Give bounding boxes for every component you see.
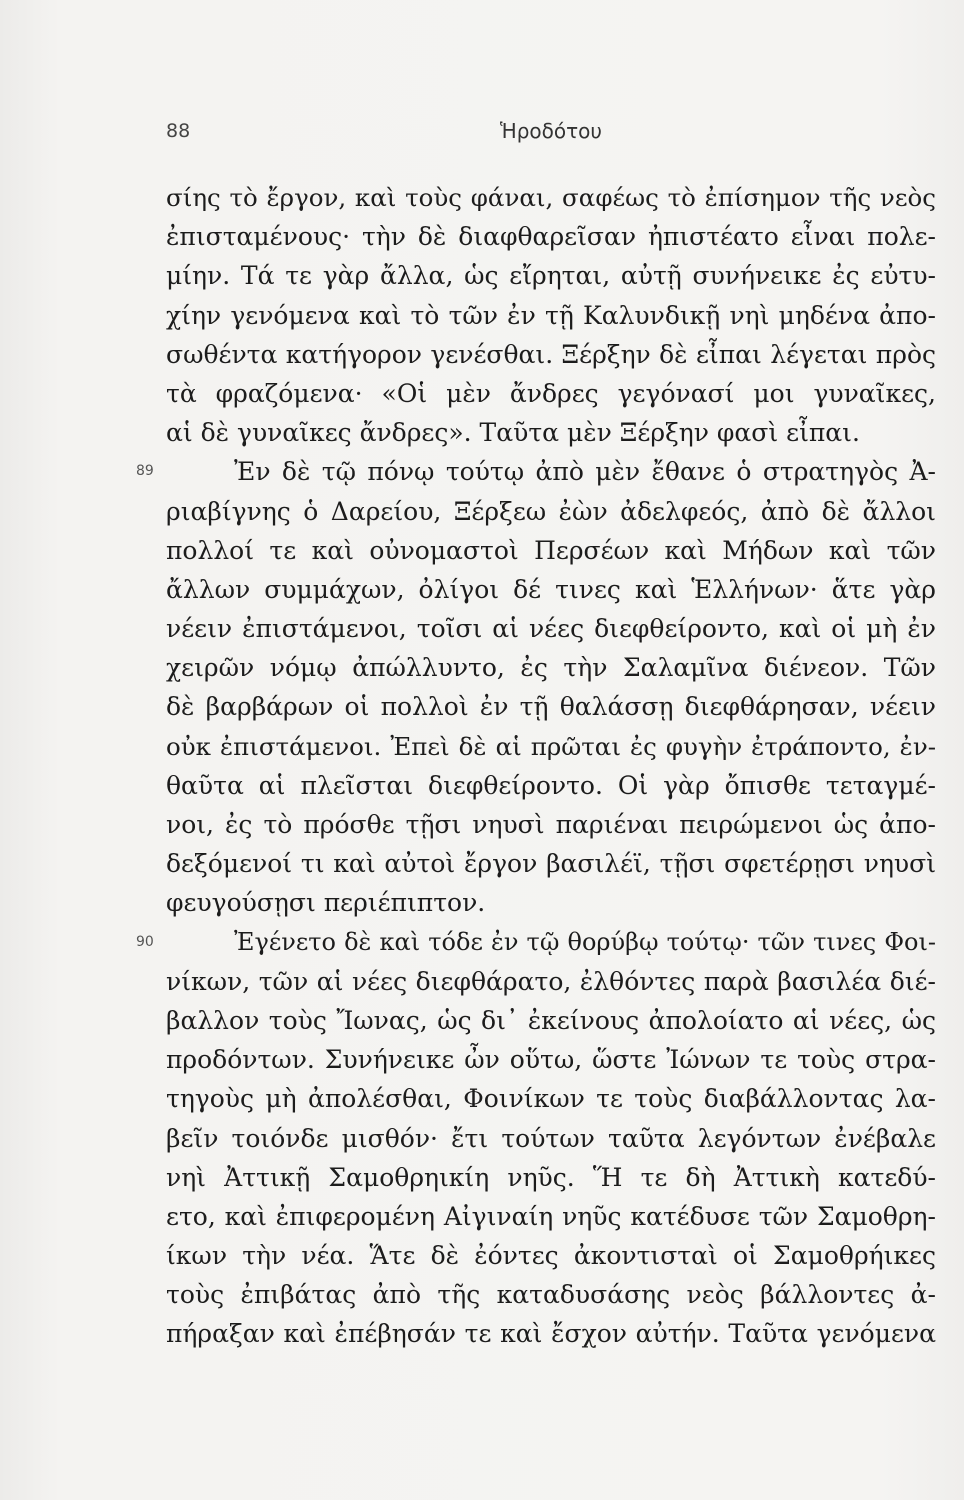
- text-line: [166, 1275, 936, 1314]
- text-line: [166, 1314, 936, 1353]
- text-line: [166, 727, 936, 766]
- line-text: αἱ δὲ γυναῖκες ἄνδρες». Ταῦτα μὲν Ξέρξην φασὶ εἶπαι.: [166, 418, 860, 448]
- text-line: [166, 883, 936, 922]
- line-text: πολλοί τε καὶ οὐνομαστοὶ Περσέων καὶ Μήδων καὶ τῶν: [166, 535, 936, 565]
- line-text: δὲ βαρβάρων οἱ πολλοὶ ἐν τῇ θαλάσσῃ διεφθάρησαν, νέειν: [166, 692, 936, 722]
- line-text: ἄλλων συμμάχων, ὀλίγοι δέ τινες καὶ Ἑλλήνων· ἅτε γὰρ: [166, 574, 936, 604]
- text-line: [166, 217, 936, 256]
- line-text: βαλλον τοὺς Ἴωνας, ὡς δι᾽ ἐκείνους ἀπολοίατο αἱ νέες, ὡς: [166, 1005, 936, 1035]
- line-text: Ἐγένετο δὲ καὶ τόδε ἐν τῷ θορύβῳ τούτῳ· τῶν τινες Φοι-: [234, 927, 936, 956]
- line-text: χειρῶν νόμῳ ἀπώλλυντο, ἐς τὴν Σαλαμῖνα διένεον. Τῶν: [166, 653, 936, 683]
- text-line: [166, 844, 936, 883]
- text-line: [166, 648, 936, 687]
- running-title: Ἡροδότου: [500, 119, 602, 143]
- line-text: χίην γενόμενα καὶ τὸ τῶν ἐν τῇ Καλυνδικῇ νηὶ μηδένα ἀπο-: [166, 300, 936, 330]
- text-line: [166, 687, 936, 726]
- line-text: τὰ φραζόμενα· «Οἱ μὲν ἄνδρες γεγόνασί μοι γυναῖκες,: [166, 378, 936, 408]
- text-line: [166, 531, 936, 570]
- line-text: βεῖν τοιόνδε μισθόν· ἔτι τούτων ταῦτα λεγόντων ἐνέβαλε: [166, 1123, 936, 1153]
- text-line: [136, 452, 936, 491]
- line-text: τηγοὺς μὴ ἀπολέσθαι, Φοινίκων τε τοὺς διαβάλλοντας λα-: [166, 1084, 936, 1114]
- text-line: [166, 178, 936, 217]
- line-text: τοὺς ἐπιβάτας ἀπὸ τῆς καταδυσάσης νεὸς βάλλοντες ἀ-: [166, 1280, 936, 1310]
- line-text: νέειν ἐπιστάμενοι, τοῖσι αἱ νέες διεφθείροντο, καὶ οἱ μὴ ἐν: [166, 614, 936, 644]
- text-line: [166, 374, 936, 413]
- text-line: [166, 1040, 936, 1079]
- text-line: [166, 766, 936, 805]
- text-line: [166, 413, 936, 452]
- line-text: μίην. Τά τε γὰρ ἄλλα, ὡς εἴρηται, αὐτῇ συνήνεικε ἐς εὐτυ-: [166, 261, 936, 291]
- line-text: φευγούσῃσι περιέπιπτον.: [166, 888, 486, 918]
- text-line: [166, 1197, 936, 1236]
- text-line: [166, 805, 936, 844]
- line-text: ετο, καὶ ἐπιφερομένη Αἰγιναίη νηῦς κατέδυσε τῶν Σαμοθρη-: [166, 1201, 936, 1231]
- text-line: [166, 335, 936, 374]
- text-line: [136, 923, 936, 962]
- line-text: προδόντων. Συνήνεικε ὦν οὕτω, ὥστε Ἰώνων τε τοὺς στρα-: [166, 1045, 936, 1075]
- page-number: 88: [166, 120, 191, 142]
- line-text: οὐκ ἐπιστάμενοι. Ἐπεὶ δὲ αἱ πρῶται ἐς φυγὴν ἐτράποντο, ἐν-: [166, 731, 936, 761]
- line-text: ίκων τὴν νέα. Ἅτε δὲ ἐόντες ἀκοντισταὶ οἱ Σαμοθρήικες: [166, 1241, 936, 1271]
- text-line: [166, 1079, 936, 1118]
- chapter-number: 89: [136, 463, 154, 480]
- text-line: [166, 492, 936, 531]
- text-line: [166, 296, 936, 335]
- text-line: [166, 256, 936, 295]
- line-text: ριαβίγνης ὁ Δαρείου, Ξέρξεω ἐὼν ἀδελφεός, ἀπὸ δὲ ἄλλοι: [166, 496, 936, 526]
- line-text: σωθέντα κατήγορον γενέσθαι. Ξέρξην δὲ εἶπαι λέγεται πρὸς: [166, 339, 936, 369]
- text-line: [166, 570, 936, 609]
- line-text: νίκων, τῶν αἱ νέες διεφθάρατο, ἐλθόντες παρὰ βασιλέα διέ-: [166, 966, 936, 996]
- line-text: πήραξαν καὶ ἐπέβησάν τε καὶ ἔσχον αὐτήν. Ταῦτα γενόμενα: [166, 1319, 936, 1349]
- line-text: σίης τὸ ἔργον, καὶ τοὺς φάναι, σαφέως τὸ ἐπίσημον τῆς νεὸς: [166, 183, 936, 212]
- line-text: νοι, ἐς τὸ πρόσθε τῇσι νηυσὶ παριέναι πειρώμενοι ὡς ἀπο-: [166, 810, 936, 839]
- text-line: [166, 1158, 936, 1197]
- text-line: [166, 1001, 936, 1040]
- text-line: [166, 962, 936, 1001]
- text-body: [136, 178, 936, 1354]
- text-line: [166, 1119, 936, 1158]
- line-text: Ἐν δὲ τῷ πόνῳ τούτῳ ἀπὸ μὲν ἔθανε ὁ στρατηγὸς Ἀ-: [234, 457, 936, 487]
- page-header: [0, 116, 964, 146]
- line-text: νηὶ Ἀττικῇ Σαμοθρηικίη νηῦς. Ἥ τε δὴ Ἀττικὴ κατεδύ-: [166, 1162, 936, 1192]
- line-text: θαῦτα αἱ πλεῖσται διεφθείροντο. Οἱ γὰρ ὄπισθε τεταγμέ-: [166, 770, 936, 800]
- line-text: ἐπισταμένους· τὴν δὲ διαφθαρεῖσαν ἠπιστέατο εἶναι πολε-: [166, 222, 936, 252]
- text-line: [166, 1236, 936, 1275]
- text-line: [166, 609, 936, 648]
- line-text: δεξόμενοί τι καὶ αὐτοὶ ἔργον βασιλέϊ, τῇσι σφετέρῃσι νηυσὶ: [166, 849, 936, 879]
- chapter-number: 90: [136, 933, 154, 950]
